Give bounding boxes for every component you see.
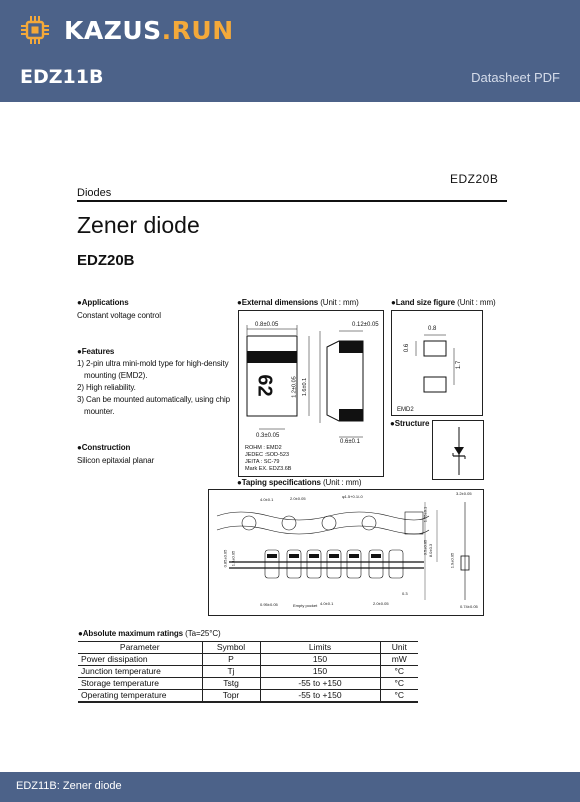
ratings-heading: ●Absolute maximum ratings (Ta=25°C): [78, 629, 221, 638]
land-size-figure: [391, 310, 483, 416]
tape-dim-12: 3.2±0.05: [456, 491, 472, 496]
cell-parameter: Junction temperature: [78, 666, 202, 678]
tape-dim-16: 0.74±0.05: [460, 604, 478, 609]
header-rule: [77, 200, 507, 202]
land-size-heading: ●Land size figure (Unit : mm): [391, 298, 496, 307]
construction-heading: ●Construction: [77, 443, 131, 452]
table-row: [78, 678, 418, 690]
cell-parameter: Operating temperature: [78, 690, 202, 703]
cell-limits: -55 to +150: [260, 678, 380, 690]
cell-unit: °C: [380, 690, 418, 703]
tape-dim-5: 3.5±0.05: [422, 539, 428, 556]
table-row: [78, 666, 418, 678]
document-title: EDZ11B: [20, 66, 104, 88]
features-heading: ●Features: [77, 347, 115, 356]
header-symbol: Symbol: [202, 642, 260, 654]
header-unit: Unit: [380, 642, 418, 654]
cell-symbol: Tj: [202, 666, 260, 678]
tape-dim-4: 1.75±0.1: [422, 506, 428, 523]
table-row: [78, 654, 418, 666]
cell-limits: 150: [260, 666, 380, 678]
tape-dim-3: φ1.5+0.1/-0: [342, 494, 363, 499]
dim-bottom: 0.3±0.05: [256, 433, 280, 439]
taping-heading: ●Taping specifications (Unit : mm): [237, 478, 362, 487]
part-number: EDZ20B: [77, 252, 135, 269]
structure-heading: ●Structure: [390, 419, 430, 428]
package-jeita: JEITA : SC-79: [245, 459, 280, 465]
feature-item: mounter.: [84, 407, 115, 416]
footer-text: EDZ11B: Zener diode: [16, 780, 122, 792]
feature-item: 2) High reliability.: [77, 383, 136, 392]
tape-dim-8: 2.0±0.05: [373, 601, 389, 606]
features-list: [77, 358, 230, 418]
land-pattern-drawing: [392, 311, 484, 417]
tape-dim-7: 4.0±0.1: [320, 601, 334, 606]
dim-length: 1.2±0.05: [291, 376, 298, 398]
package-jedec: JEDEC :SOD-523: [245, 452, 290, 458]
header-limits: Limits: [260, 642, 380, 654]
external-dimensions-heading: ●External dimensions (Unit : mm): [237, 298, 359, 307]
dim-side-bottom: 0.6±0.1: [340, 439, 360, 445]
package-info: [245, 445, 291, 473]
site-header: [0, 0, 580, 102]
cell-unit: °C: [380, 678, 418, 690]
site-logo[interactable]: [20, 14, 234, 46]
package-mark-example: Mark EX. EDZ3.6B: [245, 466, 292, 472]
cell-parameter: Storage temperature: [78, 678, 202, 690]
cell-unit: °C: [380, 666, 418, 678]
applications-text: Constant voltage control: [77, 311, 161, 320]
empty-pocket-label: Empty pocket: [293, 603, 318, 608]
brand-name: KAZUS.RUN: [64, 15, 234, 45]
cell-parameter: Power dissipation: [78, 654, 202, 666]
tape-dim-9: 0.3: [402, 591, 408, 596]
cell-limits: 150: [260, 654, 380, 666]
land-width: 0.8: [428, 326, 437, 332]
cell-symbol: Topr: [202, 690, 260, 703]
cell-unit: mW: [380, 654, 418, 666]
site-footer: [0, 772, 580, 802]
page-title: Zener diode: [77, 212, 200, 238]
tape-dim-14: 0.85±0.05: [222, 549, 228, 568]
carrier-tape-drawing: [209, 490, 485, 617]
feature-item: 3) Can be mounted automatically, using chip: [77, 395, 230, 404]
package-rohm: ROHM : EMD2: [245, 445, 282, 451]
dim-length-2: 1.6±0.1: [302, 377, 309, 397]
zener-diode-symbol-icon: [433, 421, 485, 481]
land-package: EMD2: [397, 407, 414, 413]
cell-limits: -55 to +150: [260, 690, 380, 703]
tape-dim-10: 0.95±0.05: [260, 602, 278, 607]
cell-symbol: Tstg: [202, 678, 260, 690]
taping-figure: [208, 489, 484, 616]
table-header-row: [78, 642, 418, 654]
device-marking: 62: [253, 374, 276, 397]
chip-icon: [20, 15, 50, 45]
structure-figure: [432, 420, 484, 480]
land-gap: 1.7: [456, 360, 463, 370]
applications-heading: ●Applications: [77, 298, 129, 307]
feature-item: 1) 2-pin ultra mini-mold type for high-density: [77, 359, 229, 368]
table-row: [78, 690, 418, 703]
tape-dim-2: 2.0±0.05: [290, 496, 306, 501]
construction-text: Silicon epitaxial planar: [77, 456, 155, 465]
tape-dim-1: 4.0±0.1: [260, 497, 274, 502]
tape-dim-15: 1.3±0.05: [230, 550, 236, 567]
tape-dim-13: 1.9±0.05: [449, 552, 455, 569]
feature-item: mounting (EMD2).: [84, 371, 148, 380]
datasheet-pdf-link[interactable]: Datasheet PDF: [471, 70, 560, 85]
category-label: Diodes: [77, 187, 112, 199]
dim-side-top: 0.12±0.05: [352, 322, 379, 328]
dim-width-top: 0.8±0.05: [255, 322, 279, 328]
cell-symbol: P: [202, 654, 260, 666]
tape-dim-6: 8.0±0.3: [428, 543, 434, 558]
part-number-top: EDZ20B: [450, 172, 499, 186]
ratings-table: [78, 641, 418, 703]
header-parameter: Parameter: [78, 642, 202, 654]
land-height: 0.6: [404, 343, 411, 353]
